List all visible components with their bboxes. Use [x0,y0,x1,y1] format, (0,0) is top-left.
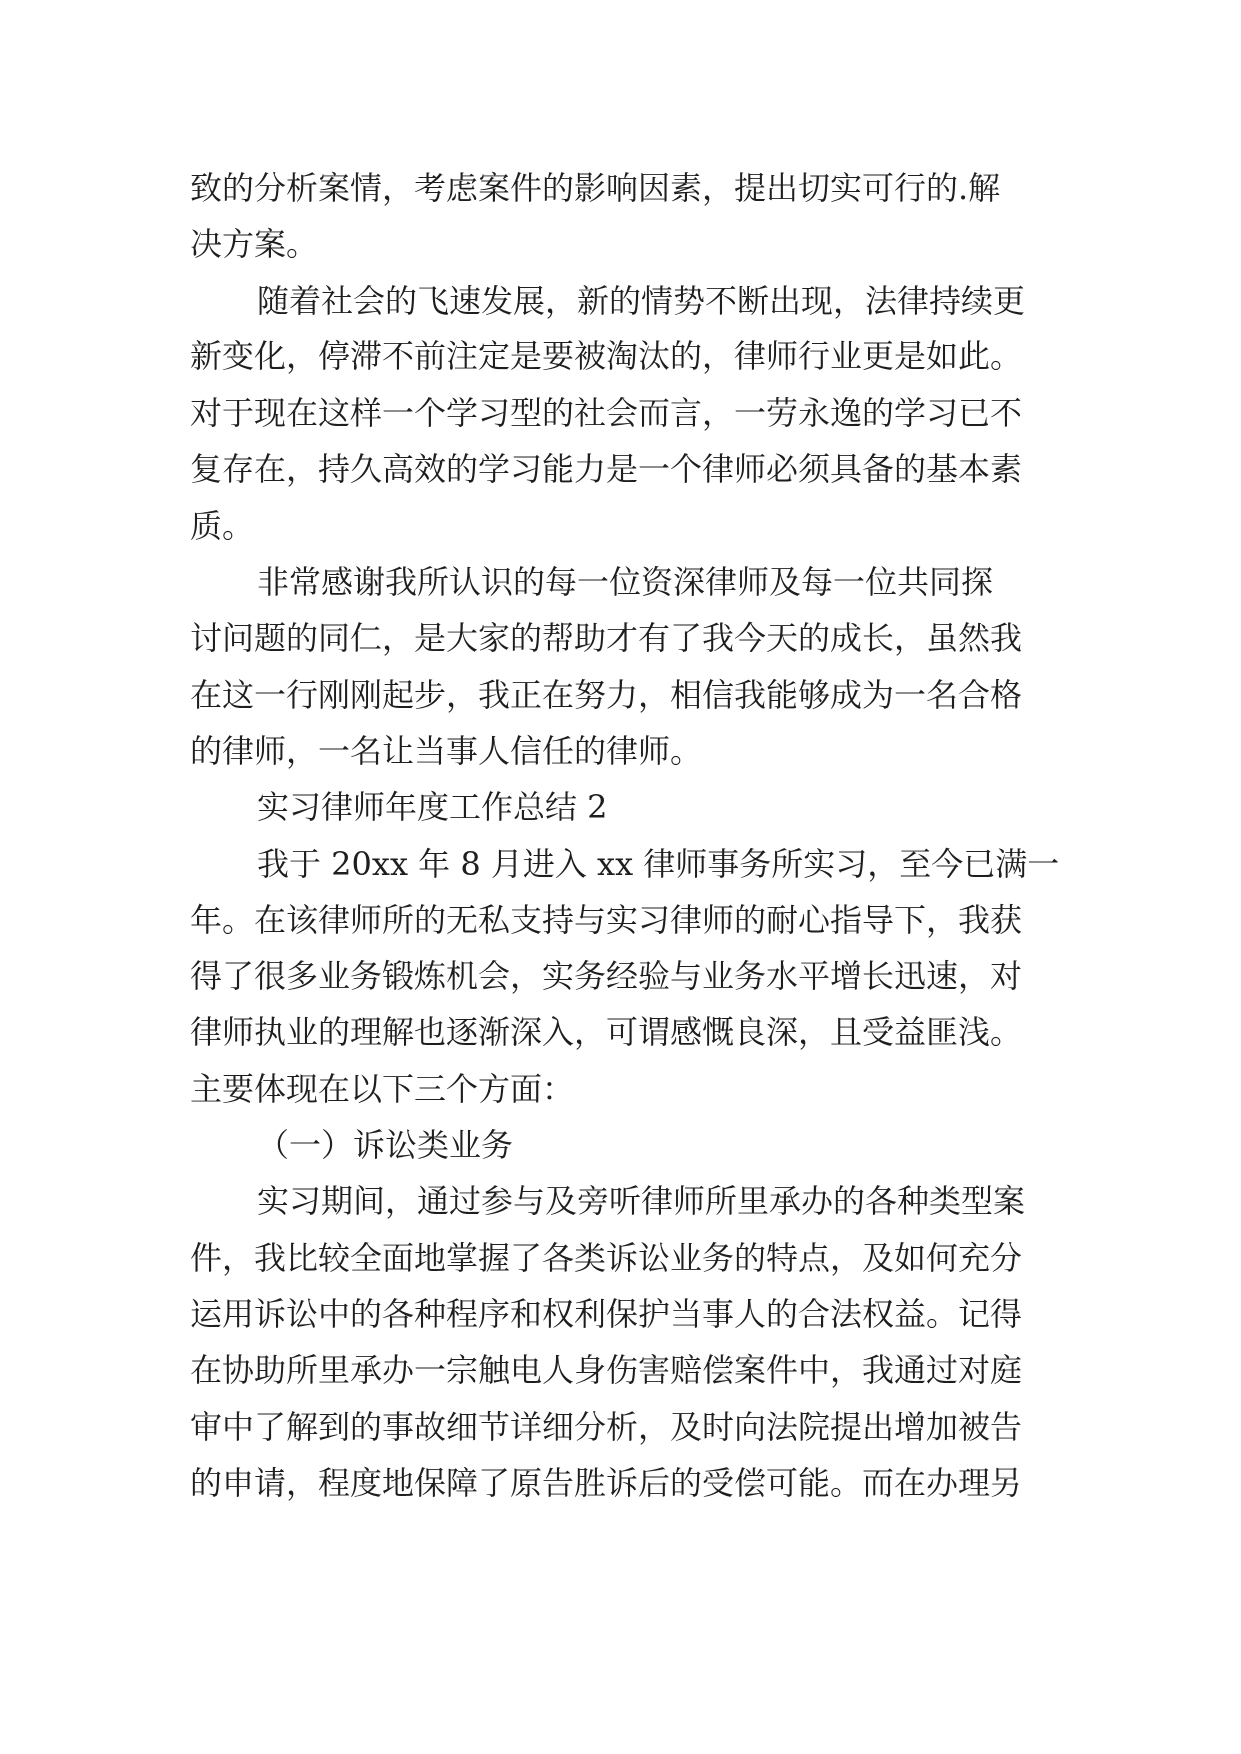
text-line: 审中了解到的事故细节详细分析，及时向法院提出增加被告 [190,1408,1023,1446]
text-line: 的律师，一名让当事人信任的律师。 [190,732,703,770]
text-line: 新变化，停滞不前注定是要被淘汰的，律师行业更是如此。 [190,337,1023,375]
text-line: 决方案。 [190,225,319,263]
text-line: 我于 20xx 年 8 月进入 xx 律师事务所实习，至今已满一 [257,845,1060,883]
text-line: 质。 [190,507,255,545]
text-line: 在协助所里承办一宗触电人身伤害赔偿案件中，我通过对庭 [190,1351,1023,1389]
text-line: 讨问题的同仁，是大家的帮助才有了我今天的成长，虽然我 [190,619,1023,657]
text-line: 致的分析案情，考虑案件的影响因素，提出切实可行的.解 [190,169,1001,207]
text-line: 对于现在这样一个学习型的社会而言，一劳永逸的学习已不 [190,394,1023,432]
text-line: 得了很多业务锻炼机会，实务经验与业务水平增长迅速，对 [190,957,1023,995]
text-line: 在这一行刚刚起步，我正在努力，相信我能够成为一名合格 [190,676,1023,714]
text-line: 实习期间，通过参与及旁听律师所里承办的各种类型案 [257,1182,1026,1220]
text-line: 主要体现在以下三个方面： [190,1070,575,1108]
text-line: 非常感谢我所认识的每一位资深律师及每一位共同探 [257,563,994,601]
section-title: 实习律师年度工作总结 2 [257,788,608,826]
text-line: 年。在该律师所的无私支持与实习律师的耐心指导下，我获 [190,901,1023,939]
text-line: 随着社会的飞速发展，新的情势不断出现，法律持续更 [257,282,1026,320]
text-line: 件，我比较全面地掌握了各类诉讼业务的特点，及如何充分 [190,1239,1023,1277]
text-line: 律师执业的理解也逐渐深入，可谓感慨良深，且受益匪浅。 [190,1013,1023,1051]
text-line: 复存在，持久高效的学习能力是一个律师必须具备的基本素 [190,450,1023,488]
text-line: 的申请，程度地保障了原告胜诉后的受偿可能。而在办理另 [190,1464,1023,1502]
text-line: 运用诉讼中的各种程序和权利保护当事人的合法权益。记得 [190,1295,1023,1333]
subsection-heading: （一）诉讼类业务 [257,1126,514,1164]
